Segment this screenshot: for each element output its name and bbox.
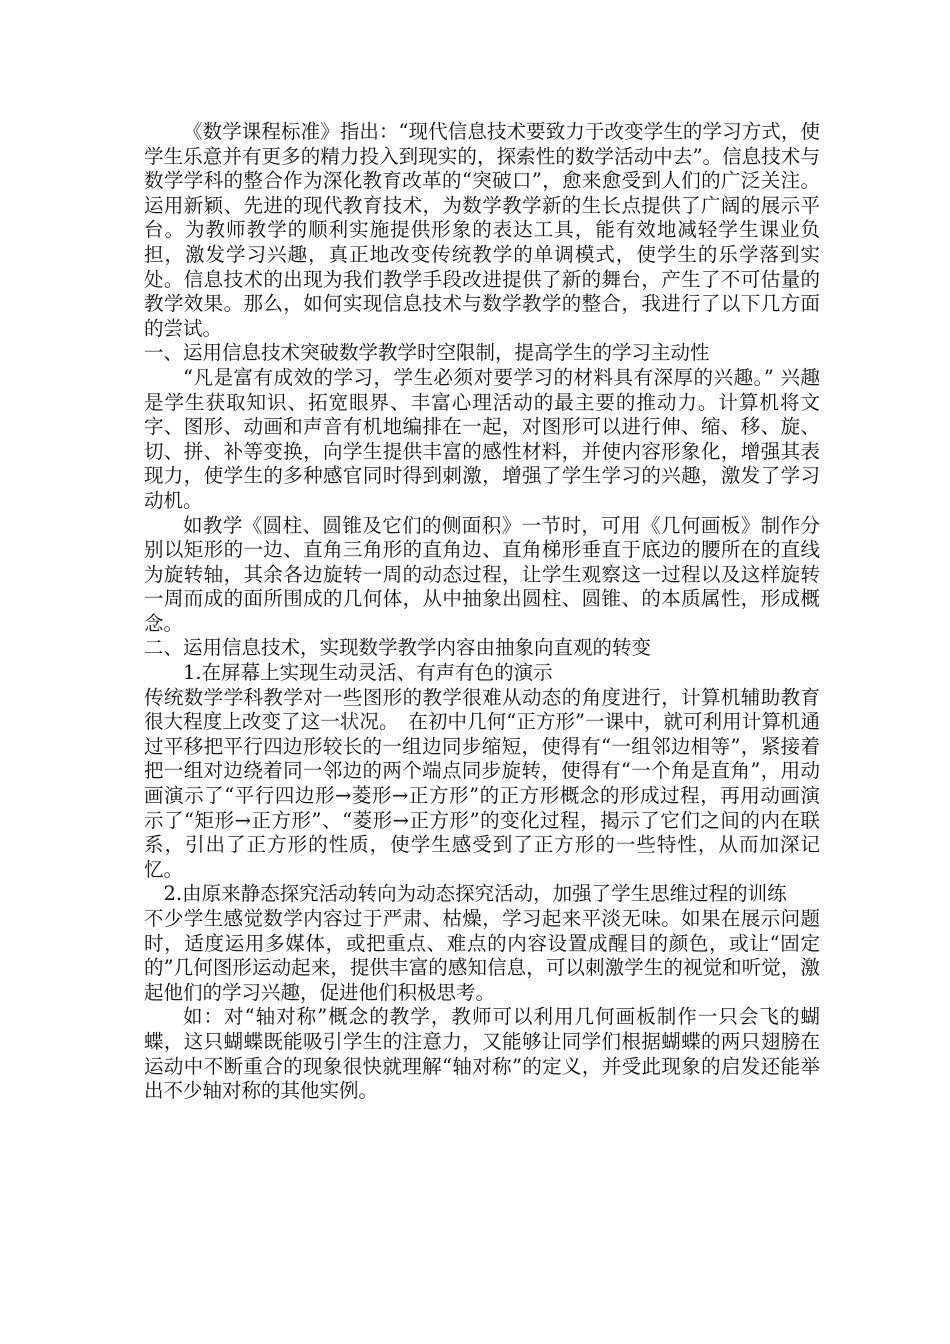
paragraph-multimedia: 不少学生感觉数学内容过于严肃、枯燥，学习起来平淡无味。如果在展示问题时，适度运用多媒体，或把重点、难点的内容设置成醒目的颜色，或让“固定的”几何图形运动起来，提供丰富的感知信息，可以刺激学生的视觉和听觉，激起他们的学习兴趣，促进他们积极思考。 [144, 907, 820, 1004]
paragraph-square-example: 传统数学学科教学对一些图形的教学很难从动态的角度进行，计算机辅助教育很大程度上改变了这一状况。 在初中几何“正方形”一课中，就可利用计算机通过平移把平行四边形较长的一组边同步缩短，使得有“一组邻边相等”，紧接着把一组对边绕着同一邻边的两个端点同步旋转，使得有“一个角是直角”，用动画演示了“平行四边形→菱形→正方形”的正方形概念的形成过程，再用动画演示了“矩形→正方形”、“菱形→正方形”的变化过程，揭示了它们之间的内在联系，引出了正方形的性质，使学生感受到了正方形的一些特性，从而加深记忆。 [144, 685, 820, 881]
paragraph-cylinder-example: 如教学《圆柱、圆锥及它们的侧面积》一节时，可用《几何画板》制作分别以矩形的一边、直角三角形的直角边、直角梯形垂直于底边的腰所在的直线为旋转轴，其余各边旋转一周的动态过程，让学生观察这一过程以及这样旋转一周而成的面所围成的几何体，从中抽象出圆柱、圆锥、的本质属性，形成概念。 [144, 513, 820, 635]
section-heading-2: 二、运用信息技术，实现数学教学内容由抽象向直观的转变 [144, 636, 652, 660]
subheading-2-2: 2.由原来静态探究活动转向为动态探究活动，加强了学生思维过程的训练 [163, 882, 787, 906]
paragraph-interest: “凡是富有成效的学习，学生必须对要学习的材料具有深厚的兴趣。” 兴趣是学生获取知识、拓宽眼界、丰富心理活动的最主要的推动力。计算机将文字、图形、动画和声音有机地编排在一起，对图形可以进行伸、缩、移、旋、切、拼、补等变换，向学生提供丰富的感性材料，并使内容形象化，增强其表现力，使学生的多种感官同时得到刺激，增强了学生学习的兴趣，激发了学习动机。 [144, 365, 820, 512]
intro-paragraph: 《数学课程标准》指出：“现代信息技术要致力于改变学生的学习方式，使学生乐意并有更多的精力投入到现实的，探索性的数学活动中去”。信息技术与数学学科的整合作为深化教育改革的“突破口”，愈来愈受到人们的广泛关注。运用新颖、先进的现代教育技术，为数学教学新的生长点提供了广阔的展示平台。为教师教学的顺利实施提供形象的表达工具，能有效地减轻学生课业负担，激发学习兴趣，真正地改变传统教学的单调模式，使学生的乐学落到实处。信息技术的出现为我们教学手段改进提供了新的舞台，产生了不可估量的教学效果。那么，如何实现信息技术与数学教学的整合，我进行了以下几方面的尝试。 [144, 120, 820, 340]
subheading-2-1: 1.在屏幕上实现生动灵活、有声有色的演示 [183, 661, 553, 685]
document-body [144, 120, 820, 1104]
paragraph-butterfly-example: 如：对“轴对称”概念的教学，教师可以利用几何画板制作一只会飞的蝴蝶，这只蝴蝶既能吸引学生的注意力，又能够让同学们根据蝴蝶的两只翅膀在运动中不断重合的现象很快就理解“轴对称”的定义，并受此现象的启发还能举出不少轴对称的其他实例。 [144, 1005, 820, 1103]
section-heading-1: 一、运用信息技术突破数学教学时空限制，提高学生的学习主动性 [144, 341, 710, 365]
